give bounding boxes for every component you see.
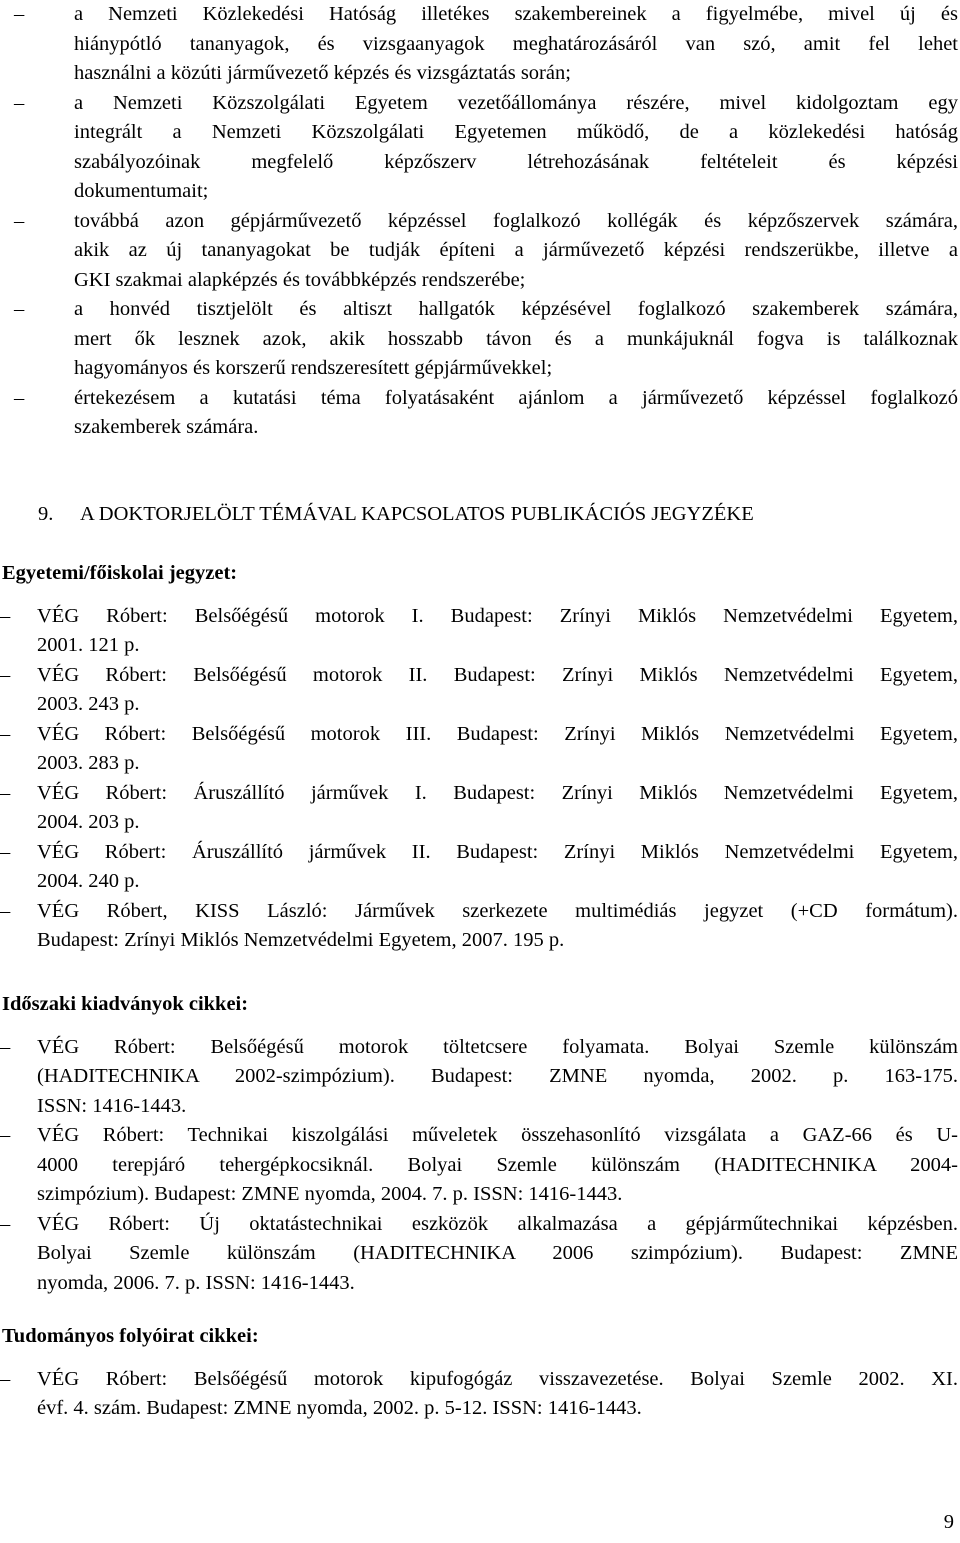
publication-entry bbox=[0, 1033, 958, 1122]
text-line: VÉG Róbert, KISS László: Járművek szerkezete multimédiás jegyzet (+CD formátum). bbox=[37, 899, 958, 922]
publication-entry bbox=[0, 1121, 958, 1210]
text-line: ISSN: 1416-1443. bbox=[37, 1094, 187, 1117]
intro-list-item bbox=[0, 0, 958, 89]
text-line: VÉG Róbert: Belsőégésű motorok III. Budapest: Zrínyi Miklós Nemzetvédelmi Egyetem, bbox=[37, 722, 958, 745]
intro-list-item bbox=[0, 89, 958, 207]
section-heading bbox=[38, 500, 938, 530]
dash-bullet: – bbox=[0, 781, 11, 804]
publication-entry bbox=[0, 602, 958, 661]
text-line: VÉG Róbert: Áruszállító járművek I. Budapest: Zrínyi Miklós Nemzetvédelmi Egyetem, bbox=[37, 781, 958, 804]
text-line: a Nemzeti Közlekedési Hatóság illetékes szakembereinek a figyelmébe, mivel új és bbox=[74, 3, 958, 25]
text-line: szimpózium). Budapest: ZMNE nyomda, 2004. 7. p. ISSN: 1416-1443. bbox=[37, 1183, 623, 1205]
text-line: szakemberek számára. bbox=[74, 416, 259, 438]
text-line: a honvéd tisztjelölt és altiszt hallgatók képzésével foglalkozó szakemberek számára, bbox=[74, 298, 958, 320]
text-line: évf. 4. szám. Budapest: ZMNE nyomda, 2002. p. 5-12. ISSN: 1416-1443. bbox=[37, 1397, 642, 1419]
dash-bullet: – bbox=[14, 3, 25, 25]
text-line: 4000 terepjáró tehergépkocsiknál. Bolyai Szemle különszám (HADITECHNIKA 2004- bbox=[37, 1153, 958, 1176]
publication-entry bbox=[0, 897, 958, 956]
text-line: a Nemzeti Közszolgálati Egyetem vezetőállománya részére, mivel kidolgoztam egy bbox=[74, 91, 958, 114]
text-line: dokumentumait; bbox=[74, 180, 209, 202]
text-line: VÉG Róbert: Áruszállító járművek II. Budapest: Zrínyi Miklós Nemzetvédelmi Egyetem, bbox=[37, 840, 958, 863]
group-periodical-articles bbox=[0, 990, 958, 1298]
group-heading: Egyetemi/főiskolai jegyzet: bbox=[2, 562, 238, 584]
text-line: 2001. 121 p. bbox=[37, 634, 140, 656]
text-line: mert ők lesznek azok, akik hosszabb távon és a munkájuknál fogva is találkoznak bbox=[74, 327, 958, 350]
dash-bullet: – bbox=[0, 1367, 11, 1390]
dash-bullet: – bbox=[14, 209, 25, 232]
intro-list-item bbox=[0, 207, 958, 296]
intro-list-item bbox=[0, 384, 958, 443]
text-line: akik az új tananyagokat be tudják építeni a járművezető képzési rendszerükbe, illetve a bbox=[74, 239, 958, 261]
dash-bullet: – bbox=[14, 386, 25, 409]
dash-bullet: – bbox=[0, 1124, 11, 1146]
text-line: integrált a Nemzeti Közszolgálati Egyetemen működő, de a közlekedési hatóság bbox=[74, 121, 958, 143]
text-line: hagyományos és korszerű rendszeresített gépjárművekkel; bbox=[74, 357, 553, 379]
dash-bullet: – bbox=[0, 840, 11, 863]
text-line: nyomda, 2006. 7. p. ISSN: 1416-1443. bbox=[37, 1271, 355, 1294]
text-line: GKI szakmai alapképzés és továbbképzés rendszerébe; bbox=[74, 268, 526, 291]
dash-bullet: – bbox=[0, 663, 11, 686]
dash-bullet: – bbox=[14, 91, 25, 114]
text-line: VÉG Róbert: Új oktatástechnikai eszközök alkalmazása a gépjárműtechnikai képzésben. bbox=[37, 1212, 958, 1235]
dash-bullet: – bbox=[0, 1035, 11, 1058]
dash-bullet: – bbox=[14, 298, 25, 320]
text-line: hiánypótló tananyagok, és vizsgaanyagok meghatározásáról van szó, amit fel lehet bbox=[74, 32, 958, 55]
group-heading: Tudományos folyóirat cikkei: bbox=[2, 1325, 259, 1347]
text-line: 2004. 240 p. bbox=[37, 870, 140, 892]
group-heading: Időszaki kiadványok cikkei: bbox=[2, 993, 249, 1015]
dash-bullet: – bbox=[0, 1212, 11, 1235]
dash-bullet: – bbox=[0, 899, 11, 922]
text-line: értekezésem a kutatási téma folyatásaként ajánlom a járművezető képzéssel foglalkozó bbox=[74, 386, 958, 409]
text-line: 2003. 243 p. bbox=[37, 693, 140, 715]
group-lecture-notes bbox=[0, 559, 958, 956]
publication-entry bbox=[0, 779, 958, 838]
intro-list-item bbox=[0, 295, 958, 384]
text-line: használni a közúti járművezető képzés és vizsgáztatás során; bbox=[74, 62, 571, 84]
text-line: VÉG Róbert: Belsőégésű motorok I. Budapest: Zrínyi Miklós Nemzetvédelmi Egyetem, bbox=[37, 604, 958, 627]
text-line: VÉG Róbert: Belsőégésű motorok kipufogógáz visszavezetése. Bolyai Szemle 2002. XI. bbox=[37, 1367, 958, 1390]
publication-entry bbox=[0, 838, 958, 897]
text-line: Budapest: Zrínyi Miklós Nemzetvédelmi Egyetem, 2007. 195 p. bbox=[37, 929, 565, 951]
group-journal-articles bbox=[0, 1322, 958, 1424]
text-line: (HADITECHNIKA 2002-szimpózium). Budapest: ZMNE nyomda, 2002. p. 163-175. bbox=[37, 1065, 958, 1087]
text-line: Bolyai Szemle különszám (HADITECHNIKA 2006 szimpózium). Budapest: ZMNE bbox=[37, 1242, 958, 1264]
text-line: VÉG Róbert: Belsőégésű motorok töltetcsere folyamata. Bolyai Szemle különszám bbox=[37, 1035, 958, 1058]
publication-entry bbox=[0, 661, 958, 720]
intro-recommendation-list bbox=[0, 0, 958, 443]
publication-entry bbox=[0, 1365, 958, 1424]
text-line: 2003. 283 p. bbox=[37, 752, 140, 774]
dash-bullet: – bbox=[0, 604, 11, 627]
publication-entry bbox=[0, 1210, 958, 1299]
dash-bullet: – bbox=[0, 722, 11, 745]
text-line: VÉG Róbert: Belsőégésű motorok II. Budapest: Zrínyi Miklós Nemzetvédelmi Egyetem, bbox=[37, 663, 958, 686]
text-line: 2004. 203 p. bbox=[37, 811, 140, 833]
section-number: 9. bbox=[38, 503, 54, 525]
section-title: A DOKTORJELÖLT TÉMÁVAL KAPCSOLATOS PUBLIKÁCIÓS JEGYZÉKE bbox=[80, 503, 754, 525]
text-line: továbbá azon gépjárművezető képzéssel foglalkozó kollégák és képzőszervek számára, bbox=[74, 209, 958, 232]
page-number: 9 bbox=[943, 1511, 954, 1533]
publication-entry bbox=[0, 720, 958, 779]
text-line: szabályozóinak megfelelő képzőszerv létrehozásának feltételeit és képzési bbox=[74, 150, 958, 173]
text-line: VÉG Róbert: Technikai kiszolgálási műveletek összehasonlító vizsgálata a GAZ-66 és U- bbox=[37, 1124, 958, 1146]
